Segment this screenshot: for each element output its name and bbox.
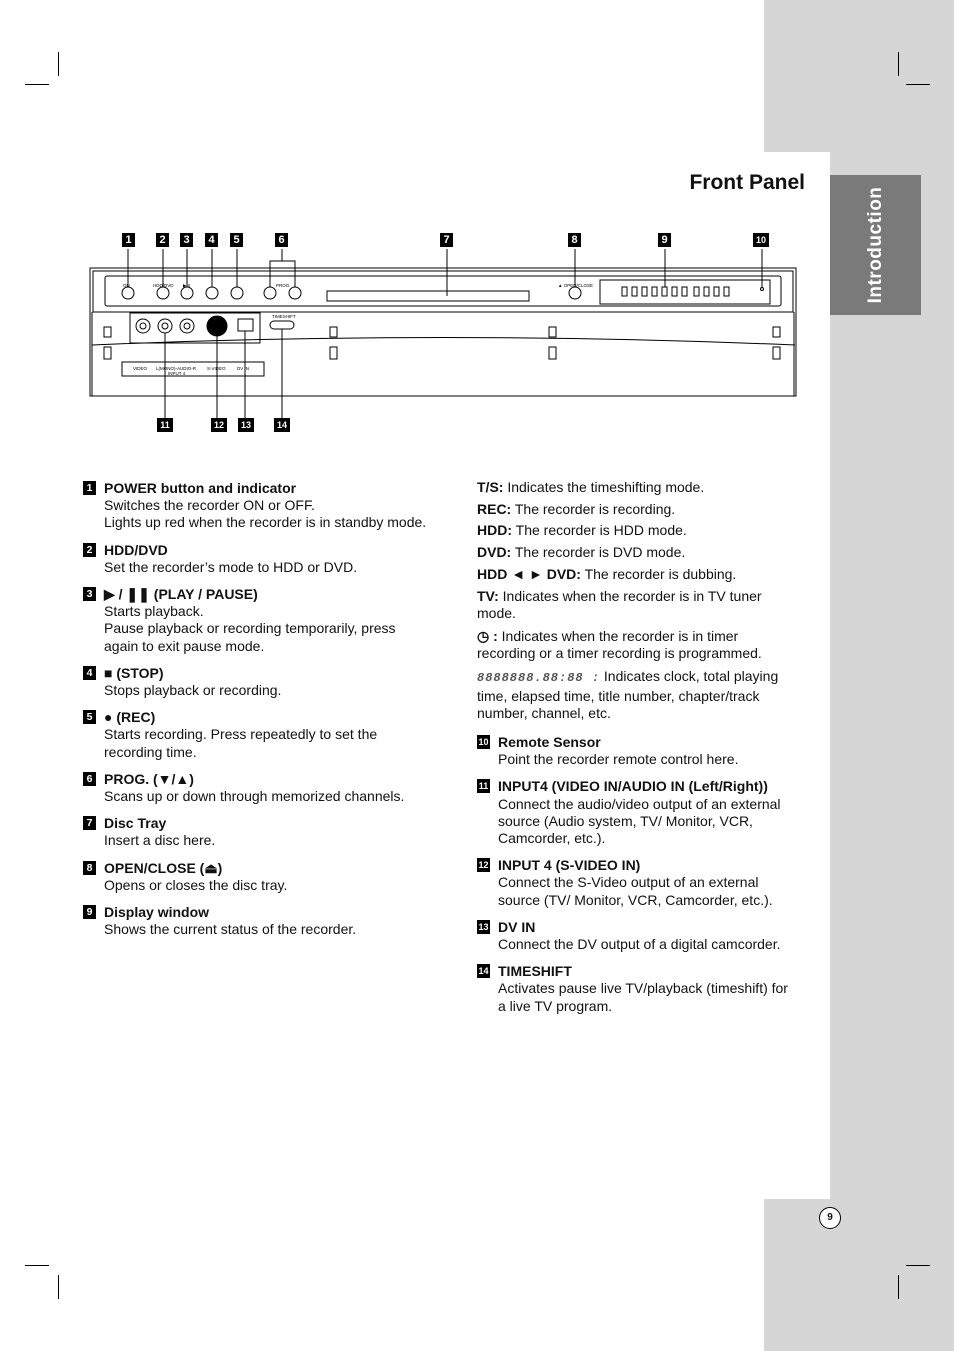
list-item: [83, 542, 428, 576]
callout-1: 1: [122, 233, 135, 247]
rec-button: [231, 287, 243, 299]
item-heading: OPEN/CLOSE (⏏): [104, 859, 223, 876]
label-audio: L(MONO)-AUDIO-R: [156, 366, 196, 371]
hdd-dvd-button: [157, 287, 169, 299]
audio-l-jack: [158, 319, 172, 333]
list-item: [83, 665, 428, 699]
item-description: Set the recorder’s mode to HDD or DVD.: [104, 558, 358, 575]
crop-mark: [906, 1265, 930, 1266]
item-number: 9: [83, 905, 96, 919]
item-description: Starts recording. Press repeatedly to set the recording time.: [104, 726, 378, 760]
item-heading: INPUT4 (VIDEO IN/AUDIO IN (Left/Right)): [498, 778, 768, 795]
item-number: 13: [478, 921, 489, 932]
panel-lower-curve: [92, 338, 795, 346]
item-description: Insert a disc here.: [104, 832, 216, 849]
disc-tray: [327, 291, 529, 301]
callout-3: 3: [180, 233, 193, 247]
status-text: The recorder is DVD mode.: [511, 544, 686, 561]
item-number: 7: [83, 816, 96, 830]
item-description: Shows the current status of the recorder.: [104, 921, 357, 938]
item-number: 8: [83, 861, 96, 875]
callout-2: 2: [156, 233, 169, 247]
status-text: The recorder is dubbing.: [580, 565, 737, 582]
callout-13: 13: [238, 418, 254, 432]
item-description: Connect the DV output of a digital camcorder.: [498, 935, 781, 952]
label-prog: PROG.: [276, 283, 291, 288]
list-item: [83, 860, 428, 894]
display-window: [600, 280, 770, 304]
status-text: The recorder is HDD mode.: [512, 522, 687, 539]
prog-down-button: [264, 287, 276, 299]
page-number: 9: [819, 1207, 841, 1229]
list-item: [477, 734, 799, 768]
crop-mark: [58, 1275, 59, 1299]
list-item: [83, 904, 428, 938]
item-description: Opens or closes the disc tray.: [104, 876, 288, 893]
list-item: [477, 963, 799, 1015]
front-panel-diagram: [0, 0, 954, 460]
label-dvin: DV IN: [237, 366, 250, 371]
dv-in-port: [238, 319, 253, 331]
status-text: The recorder is recording.: [511, 500, 676, 517]
item-number: 1: [83, 481, 96, 495]
list-item: [83, 709, 428, 761]
status-item: [477, 522, 799, 539]
item-number: 3: [83, 587, 96, 601]
label-svideo: S-VIDEO: [207, 366, 226, 371]
label-video: VIDEO: [133, 366, 148, 371]
item-heading: HDD/DVD: [104, 541, 168, 558]
item-description: Scans up or down through memorized channels.: [104, 788, 405, 805]
callout-6: 6: [275, 233, 288, 247]
item-number: 11: [478, 781, 489, 792]
audio-r-jack: [180, 319, 194, 333]
item-description: Stops playback or recording.: [104, 682, 282, 699]
panel-outline: [90, 268, 796, 396]
video-in-jack: [136, 319, 150, 333]
item-description: Switches the recorder ON or OFF. Lights up red when the recorder is in standby mode.: [104, 497, 427, 531]
callout-11: 11: [157, 418, 173, 432]
play-pause-button: [181, 287, 193, 299]
status-text: Indicates the timeshifting mode.: [503, 479, 705, 495]
status-item: [477, 588, 799, 622]
item-heading: DV IN: [498, 918, 536, 935]
item-number: 2: [83, 543, 96, 557]
item-heading: Disc Tray: [104, 815, 167, 832]
callout-9: 9: [658, 233, 671, 247]
status-label: HDD ◄ ► DVD:: [477, 565, 581, 582]
item-description: Activates pause live TV/playback (timeshift) for a live TV program.: [498, 980, 788, 1014]
item-heading: ■ (STOP): [104, 664, 164, 681]
status-label: REC:: [477, 500, 512, 517]
label-open-close: ▲ OPEN/CLOSE: [558, 283, 593, 288]
list-item: [83, 586, 428, 655]
list-item: [83, 480, 428, 532]
list-item: [83, 771, 428, 805]
label-play: ▶/II: [183, 283, 191, 288]
callout-8: 8: [568, 233, 581, 247]
status-text: Indicates when the recorder is in TV tuner mode.: [477, 587, 762, 621]
item-heading: INPUT 4 (S-VIDEO IN): [498, 857, 641, 874]
svideo-jack: [207, 316, 227, 336]
callout-4: 4: [205, 233, 218, 247]
item-description: Point the recorder remote control here.: [498, 751, 739, 768]
item-heading: PROG. (▼/▲): [104, 770, 194, 787]
display-segments: [622, 287, 729, 296]
item-heading: POWER button and indicator: [104, 480, 297, 496]
timer-icon: ◷ :: [477, 627, 498, 644]
segment-display-icon: 8888888.88:88 :: [477, 671, 601, 686]
status-label: T/S:: [477, 479, 504, 495]
status-label: TV:: [477, 587, 499, 604]
item-heading: Display window: [104, 904, 210, 921]
left-column: [83, 480, 428, 948]
status-item: [477, 479, 799, 496]
item-heading: ▶ / ❚❚ (PLAY / PAUSE): [104, 586, 258, 603]
item-number: 10: [478, 736, 489, 747]
section-tab-label: Introduction: [864, 186, 886, 304]
status-text: Indicates when the recorder is in timer recording or a timer recording is programmed.: [477, 627, 762, 662]
status-label: DVD:: [477, 544, 512, 561]
list-item: [477, 778, 799, 847]
page-title: Front Panel: [689, 171, 805, 194]
label-timeshift: TIMESHIFT: [272, 314, 296, 319]
status-label: HDD:: [477, 522, 512, 539]
item-number: 12: [478, 860, 489, 871]
status-item: [477, 668, 799, 722]
item-description: Connect the audio/video output of an external source (Audio system, TV/ Monitor, VCR, Camcorder, etc.).: [498, 795, 781, 846]
item-number: 6: [83, 772, 96, 786]
callout-14: 14: [274, 418, 290, 432]
callout-7: 7: [440, 233, 453, 247]
list-item: [477, 919, 799, 953]
callout-12: 12: [211, 418, 227, 432]
item-description: Starts playback. Pause playback or recording temporarily, press again to exit pause mode.: [104, 603, 396, 654]
item-number: 4: [83, 666, 96, 680]
item-heading: TIMESHIFT: [498, 963, 572, 980]
status-item: [477, 566, 799, 583]
status-item: [477, 501, 799, 518]
item-heading: ● (REC): [104, 709, 156, 726]
crop-mark: [898, 1275, 899, 1299]
crop-mark: [25, 1265, 49, 1266]
right-column: [477, 479, 799, 1025]
list-item: [83, 815, 428, 849]
stop-button: [206, 287, 218, 299]
status-item: [477, 628, 799, 662]
item-number: 5: [83, 710, 96, 724]
label-power: ON: [123, 283, 130, 288]
status-item: [477, 544, 799, 561]
item-heading: Remote Sensor: [498, 733, 601, 750]
timeshift-button: [270, 321, 294, 329]
callout-10: 10: [753, 233, 769, 247]
open-close-button: [569, 287, 581, 299]
label-hdd-dvd: HDD/DVD: [153, 283, 174, 288]
list-item: [477, 857, 799, 909]
margin-band-bottom: [764, 1199, 954, 1351]
prog-up-button: [289, 287, 301, 299]
callout-5: 5: [230, 233, 243, 247]
item-description: Connect the S-Video output of an external source (TV/ Monitor, VCR, Camcorder, etc.).: [498, 874, 773, 908]
status-text: Indicates clock, total playing time, elapsed time, title number, chapter/track number, channel, etc.: [477, 668, 779, 721]
item-number: 14: [478, 966, 489, 977]
label-input4: INPUT 4: [168, 371, 186, 376]
power-button: [122, 287, 134, 299]
